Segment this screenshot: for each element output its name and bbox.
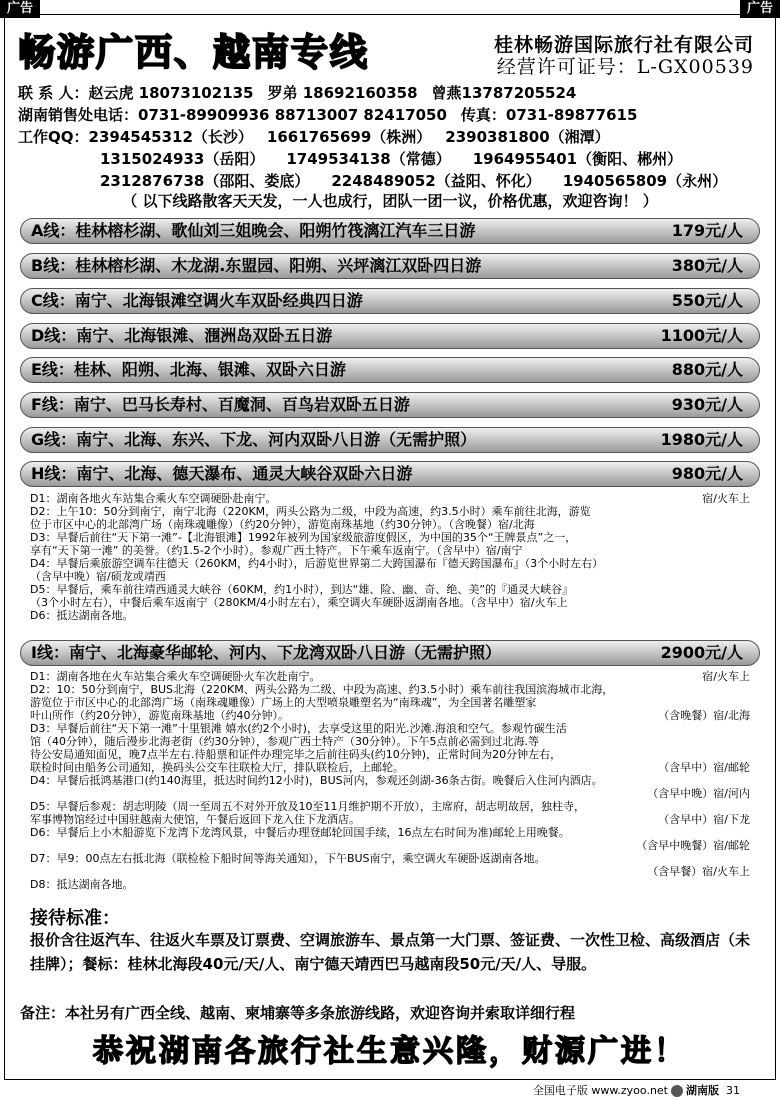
itinerary-row bbox=[30, 800, 750, 813]
footer-edition: 全国电子版 www.zyoo.net bbox=[532, 1084, 668, 1097]
itinerary-row bbox=[30, 709, 750, 722]
itinerary-text: D2：上午10：50分到南宁，南宁北海（220KM，两头公路为二级，中段为高速，约3.5小时）乘车前往北海，游览 bbox=[30, 505, 591, 518]
itinerary-row bbox=[30, 492, 750, 505]
itinerary-row bbox=[30, 865, 750, 878]
itinerary-row bbox=[30, 852, 750, 865]
itinerary-text: D1：湖南各地火车站集合乘火车空调硬卧赴南宁。 bbox=[30, 492, 277, 505]
itinerary-row bbox=[30, 839, 750, 852]
qq-1-0: 1315024933（岳阳） bbox=[100, 150, 265, 168]
itinerary-text: D5：早餐后参观：胡志明陵（周一至周五不对外开放及10至11月维护期不开放），主席府，胡志明故居，独柱寺， bbox=[30, 800, 585, 813]
qq-2-0: 2312876738（邵阳、娄底） bbox=[100, 172, 310, 190]
qq-1-1: 1749534138（常德） bbox=[286, 150, 451, 168]
qq-row-1 bbox=[18, 126, 624, 147]
route-h bbox=[20, 461, 760, 487]
remark-text: 备注：本社另有广西全线、越南、柬埔寨等多条旅游线路，欢迎咨询并索取详细行程 bbox=[20, 1004, 576, 1022]
itinerary-text: D5：早餐后，乘车前往靖西通灵大峡谷（60KM，约1小时），到达“雄、险、幽、奇、绝、美”的『通灵大峡谷』 bbox=[30, 583, 574, 596]
itinerary-row bbox=[30, 774, 750, 787]
qq-0-2: 2390381800（湘潭） bbox=[445, 128, 610, 146]
zyoo-logo-icon bbox=[671, 1085, 683, 1097]
route-c bbox=[20, 288, 760, 314]
itinerary-lodging: （含早中晚）宿/河内 bbox=[647, 787, 750, 800]
itinerary-row bbox=[30, 570, 750, 583]
sales-phone-numbers: 湖南销售处电话：0731-89909936 88713007 82417050 bbox=[18, 106, 447, 124]
itinerary-row bbox=[30, 583, 750, 596]
itinerary-text: D4：早餐后乘旅游空调车往德天（260KM，约4小时），后游览世界第二大跨国瀑布『德天跨国瀑布』（3个小时左右） bbox=[30, 557, 604, 570]
contact-people bbox=[18, 82, 590, 103]
license-number bbox=[497, 52, 754, 79]
standards-body: 报价含往返汽车、往返火车票及订票费、空调旅游车、景点第一大门票、签证费、一次性卫检、高级酒店（未挂牌）；餐标：桂林北海段40元/天/人、南宁德天靖西巴马越南段50元/天/人、导服。 bbox=[30, 931, 751, 973]
itinerary-lodging: （含晚餐）宿/北海 bbox=[658, 709, 750, 722]
itinerary-text: D6：抵达湖南各地。 bbox=[30, 609, 134, 622]
headline: 畅游广西、越南专线 bbox=[18, 31, 369, 74]
route-price: 930元/人 bbox=[671, 395, 743, 414]
itinerary-row bbox=[30, 722, 750, 735]
route-name: I线：南宁、北海豪华邮轮、河内、下龙湾双卧八日游（无需护照） bbox=[31, 643, 501, 662]
itinerary-lodging: （含早餐）宿/火车上 bbox=[647, 865, 750, 878]
page-number: 31 bbox=[726, 1084, 740, 1097]
itinerary-row bbox=[30, 596, 750, 609]
qq-1-2: 1964955401（衡阳、郴州） bbox=[472, 150, 683, 168]
qq-row-2 bbox=[100, 148, 704, 169]
license-label: 经营许可证号： bbox=[496, 56, 637, 78]
route-name: C线：南宁、北海银滩空调火车双卧经典四日游 bbox=[31, 291, 363, 310]
route-b bbox=[20, 253, 760, 279]
itinerary-row bbox=[30, 748, 750, 761]
route-price: 1980元/人 bbox=[660, 430, 743, 449]
itinerary-text: D1：湖南各地在火车站集合乘火车空调硬卧火车次赴南宁。 bbox=[30, 670, 321, 683]
route-i bbox=[20, 640, 760, 666]
itinerary-row bbox=[30, 557, 750, 570]
itinerary-text: 享有“天下第一滩” 的美誉。（约1.5-2个小时）。参观广西土特产。下午乘车返南宁。（含早中）宿/南宁 bbox=[30, 544, 523, 557]
route-name: F线：南宁、巴马长寿村、百魔洞、百鸟岩双卧五日游 bbox=[31, 395, 410, 414]
ad-tag-left: 广告 bbox=[0, 0, 40, 18]
qq-0-0: 2394545312（长沙） bbox=[88, 128, 253, 146]
route-name: E线：桂林、阳朔、北海、银滩、双卧六日游 bbox=[31, 360, 346, 379]
route-price: 380元/人 bbox=[671, 256, 743, 275]
route-price: 1100元/人 bbox=[660, 326, 743, 345]
itinerary-text: （3个小时左右），中餐后乘车返南宁（280KM/4小时左右），乘空调火车硬卧返湖南各地。（含早中）宿/火车上 bbox=[30, 596, 568, 609]
footer-region: 湖南版 bbox=[686, 1084, 719, 1097]
notice-text: （ 以下线路散客天天发，一人也成行，团队一团一议，价格优惠，欢迎咨询！ ） bbox=[122, 192, 658, 210]
route-e bbox=[20, 357, 760, 383]
contact-2: 罗弟 18692160358 bbox=[267, 84, 418, 102]
sales-phone bbox=[18, 104, 651, 125]
itinerary-row bbox=[30, 683, 750, 696]
itinerary-lodging: 宿/火车上 bbox=[702, 492, 750, 505]
qq-2-2: 1940565809（永州） bbox=[562, 172, 728, 190]
route-f bbox=[20, 392, 760, 418]
itinerary-lodging: （含早中晚餐）宿/邮轮 bbox=[636, 839, 750, 852]
license-code: L-GX00539 bbox=[636, 56, 754, 78]
itinerary-row bbox=[30, 544, 750, 557]
route-name: B线：桂林榕杉湖、木龙湖.东盟园、阳朔、兴坪漓江双卧四日游 bbox=[31, 256, 482, 275]
qq-row-3 bbox=[100, 170, 749, 191]
itinerary-row bbox=[30, 787, 750, 800]
itinerary-row bbox=[30, 696, 750, 709]
itinerary-text: D6：早餐后上小木船游览下龙湾下龙湾风景，中餐后办理登邮轮回国手续，16点左右时间为准)邮轮上用晚餐。 bbox=[30, 826, 570, 839]
standards-title: 接待标准： bbox=[30, 908, 120, 929]
contact-3: 曾燕13787205524 bbox=[431, 84, 577, 102]
itinerary-row bbox=[30, 735, 750, 748]
itinerary-lodging: （含早中）宿/邮轮 bbox=[658, 761, 750, 774]
agency-name: 桂林畅游国际旅行社有限公司 bbox=[493, 34, 754, 56]
qq-0-1: 1661765699（株洲） bbox=[266, 128, 432, 146]
itinerary-i bbox=[30, 670, 750, 891]
route-price: 2900元/人 bbox=[660, 643, 743, 662]
itinerary-text: D7：早9：00点左右抵北海（联检检下船时间等海关通知），下午BUS南宁，乘空调火车硬卧返湖南各地。 bbox=[30, 852, 546, 865]
route-name: D线：南宁、北海银滩、涠洲岛双卧五日游 bbox=[31, 326, 333, 345]
itinerary-row bbox=[30, 670, 750, 683]
itinerary-text: 馆（40分钟），随后漫步北海老街（约30分钟），参观广西土特产（30分钟）。下午5点前必需到过北海.等 bbox=[30, 735, 539, 748]
qq-label: 工作QQ： bbox=[18, 128, 89, 146]
itinerary-text: D4：早餐后抵鸿基港口(约140海里，抵达时间约12小时)，BUS河内，参观还剑湖-36条古街。晚餐后入住河内酒店。 bbox=[30, 774, 603, 787]
itinerary-row bbox=[30, 531, 750, 544]
route-price: 179元/人 bbox=[671, 221, 743, 240]
route-price: 550元/人 bbox=[671, 291, 743, 310]
itinerary-row bbox=[30, 813, 750, 826]
slogan: 恭祝湖南各旅行社生意兴隆，财源广进！ bbox=[93, 1034, 687, 1069]
itinerary-text: D3：早餐后前往“天下第一滩”十里银滩 嬉水(约2个小时)，去享受这里的阳光.沙滩.海浪和空气。参观竹碳生活 bbox=[30, 722, 567, 735]
itinerary-h bbox=[30, 492, 750, 622]
route-price: 880元/人 bbox=[671, 360, 743, 379]
itinerary-text: D8：抵达湖南各地。 bbox=[30, 878, 134, 891]
itinerary-text: 叶山所作（约20分钟），游览南珠基地（约40分钟）。 bbox=[30, 709, 289, 722]
itinerary-row bbox=[30, 878, 750, 891]
qq-2-1: 2248489052（益阳、怀化） bbox=[331, 172, 541, 190]
ad-tag-right: 广告 bbox=[740, 0, 780, 18]
route-name: A线：桂林榕杉湖、歌仙刘三姐晚会、阳朔竹筏漓江汽车三日游 bbox=[31, 221, 476, 240]
itinerary-lodging: （含早中）宿/下龙 bbox=[658, 813, 750, 826]
itinerary-lodging: 宿/火车上 bbox=[702, 670, 750, 683]
itinerary-row bbox=[30, 761, 750, 774]
route-price: 980元/人 bbox=[671, 464, 743, 483]
itinerary-text: D3：早餐后前往“天下第一滩”-【北海银滩】1992年被列为国家级旅游度假区，为中国的35个“王牌景点”之一， bbox=[30, 531, 577, 544]
itinerary-row bbox=[30, 609, 750, 622]
route-g bbox=[20, 427, 760, 453]
itinerary-row bbox=[30, 505, 750, 518]
footer bbox=[533, 1082, 740, 1098]
itinerary-row bbox=[30, 518, 750, 531]
contact-1: 联 系 人：赵云虎 18073102135 bbox=[18, 84, 254, 102]
itinerary-text: 游览位于市区中心的北部湾广场（南珠魂雕像）广场上的大型喷泉雕塑名为“南珠魂”，为全国著名雕塑家 bbox=[30, 696, 537, 709]
itinerary-text: 待公安局通知面见，晚7点半左右.待船票和证件办理完毕之后前往码头(约10分钟)，正常时间为20分钟左右， bbox=[30, 748, 562, 761]
itinerary-text: 联检时间由船务公司通知，换码头公交车往联检大厅，排队联检后，上邮轮。 bbox=[30, 761, 404, 774]
itinerary-text: （含早中晚）宿/硕龙或靖西 bbox=[30, 570, 166, 583]
route-a bbox=[20, 218, 760, 244]
fax-number: 传真：0731-89877615 bbox=[460, 106, 638, 124]
itinerary-text: 位于市区中心的北部湾广场（南珠魂雕像）（约20分钟），游览南珠基地（约30分钟）。（含晚餐）宿/北海 bbox=[30, 518, 535, 531]
itinerary-text: 军事博物馆经过中国驻越南大使馆，午餐后返回下龙入住下龙酒店。 bbox=[30, 813, 360, 826]
route-d bbox=[20, 323, 760, 349]
route-name: G线：南宁、北海、东兴、下龙、河内双卧八日游（无需护照） bbox=[31, 430, 477, 449]
route-name: H线：南宁、北海、德天瀑布、通灵大峡谷双卧六日游 bbox=[31, 464, 413, 483]
itinerary-text: D2：10：50分到南宁，BUS北海（220KM、两头公路为二级、中段为高速、约3.5小时）乘车前往我国滨海城市北海， bbox=[30, 683, 614, 696]
itinerary-row bbox=[30, 826, 750, 839]
